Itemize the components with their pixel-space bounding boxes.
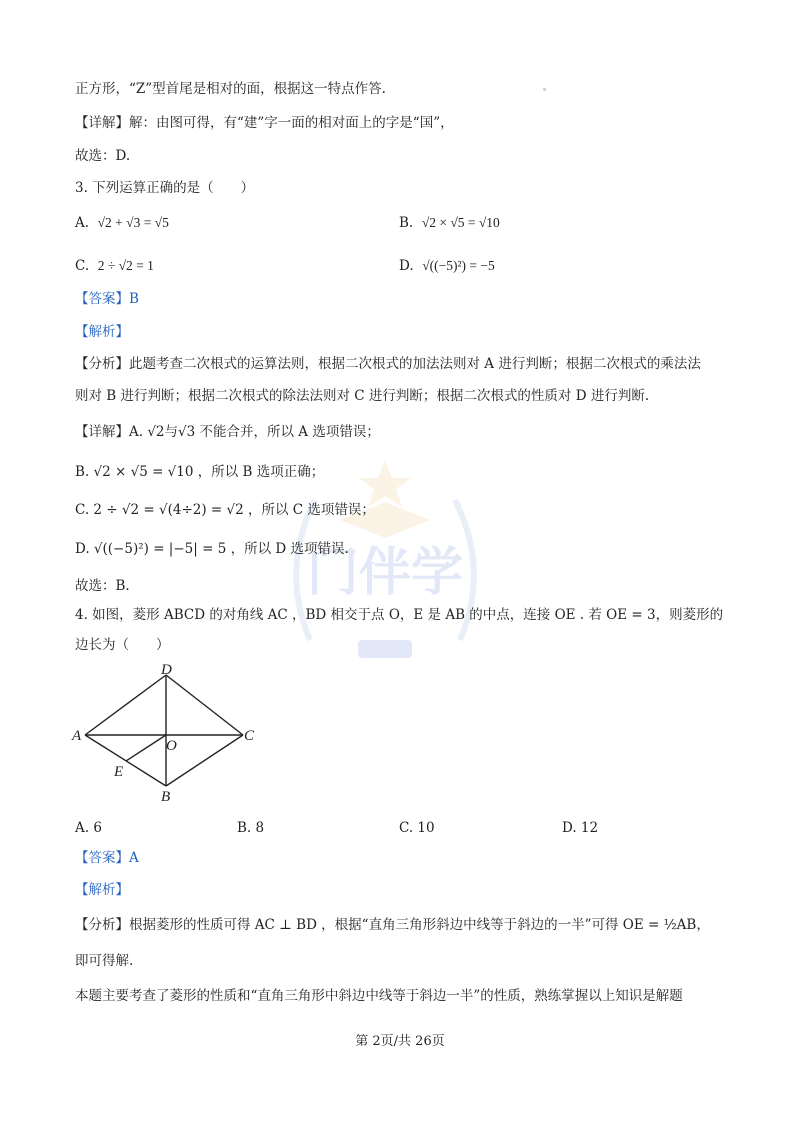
option-b: B. 8	[237, 820, 265, 836]
label-d: D	[161, 662, 172, 678]
text-line	[75, 422, 380, 442]
text-line	[75, 354, 701, 374]
text-line: 本题主要考查了菱形的性质和“直角三角形中斜边中线等于斜边一半”的性质，熟练掌握以上知识是解题	[75, 988, 683, 1004]
text-span: 根据菱形的性质可得 AC ⊥ BD ，根据“直角三角形斜边中线等于斜边的一半”可得 OE = ½AB，	[129, 917, 710, 933]
option-b	[399, 213, 500, 233]
option-expr: √((−5)²) = −5	[422, 258, 495, 273]
text-line: 故选：D.	[75, 148, 131, 164]
answer-value: B	[129, 291, 139, 307]
text-line: 则对 B 进行判断；根据二次根式的除法法则对 C 进行判断；根据二次根式的性质对 D 进行判断.	[75, 388, 650, 404]
option-c: C. 10	[399, 820, 435, 836]
section-tag: 【答案】	[75, 850, 129, 866]
option-expr: 2 ÷ √2 = 1	[97, 258, 154, 273]
option-a: A. 6	[75, 820, 102, 836]
label-b: B	[161, 789, 171, 805]
text-line: 正方形，“Z”型首尾是相对的面，根据这一特点作答.	[75, 81, 386, 97]
section-tag: 【详解】	[75, 115, 129, 131]
section-tag: 【分析】	[75, 917, 129, 933]
question-4: 4. 如图，菱形 ABCD 的对角线 AC ，BD 相交于点 O，E 是 AB 的中点，连接 OE . 若 OE = 3，则菱形的	[75, 607, 724, 623]
text-span: 解：由图可得，有“建”字一面的相对面上的字是“国”，	[129, 115, 454, 131]
label-o: O	[166, 738, 177, 754]
answer-value: A	[129, 850, 139, 866]
text-span: 此题考查二次根式的运算法则，根据二次根式的加法法则对 A 进行判断；根据二次根式的乘法法	[129, 356, 701, 372]
option-label: A.	[75, 215, 90, 231]
watermark-text: 门伴学	[306, 543, 464, 603]
option-d	[399, 256, 495, 276]
answer-line	[75, 289, 139, 309]
analysis-tag: 【解析】	[75, 324, 129, 340]
label-a: A	[72, 728, 82, 744]
label-e: E	[114, 764, 124, 780]
option-c	[75, 256, 154, 276]
page-footer: 第 2页/共 26页	[355, 1034, 445, 1049]
text-line	[75, 113, 454, 133]
analysis-tag: 【解析】	[75, 882, 129, 898]
text-line: C. 2 ÷ √2 = √(4÷2) = √2 ，所以 C 选项错误；	[75, 502, 375, 518]
text-span: A. √2与√3 不能合并，所以 A 选项错误；	[129, 424, 380, 440]
option-d: D. 12	[562, 820, 599, 836]
speck	[543, 88, 546, 91]
text-line: 故选：B.	[75, 578, 130, 594]
option-label: C.	[75, 258, 90, 274]
text-line: 即可得解.	[75, 953, 134, 969]
option-label: B.	[399, 215, 414, 231]
rhombus-figure	[68, 662, 268, 807]
option-label: D.	[399, 258, 414, 274]
answer-line	[75, 848, 139, 868]
text-line: D. √((−5)²) = |−5| = 5 ，所以 D 选项错误.	[75, 541, 349, 557]
option-a	[75, 213, 169, 233]
section-tag: 【分析】	[75, 356, 129, 372]
text-line: 边长为（ ）	[75, 637, 170, 653]
section-tag: 【答案】	[75, 291, 129, 307]
text-line	[75, 915, 710, 935]
section-tag: 【详解】	[75, 424, 129, 440]
option-expr: √2 + √3 = √5	[97, 215, 169, 230]
option-expr: √2 × √5 = √10	[421, 215, 500, 230]
text-line: B. √2 × √5 = √10 ，所以 B 选项正确；	[75, 464, 325, 480]
label-c: C	[244, 728, 255, 744]
question-3: 3. 下列运算正确的是（ ）	[75, 180, 255, 196]
